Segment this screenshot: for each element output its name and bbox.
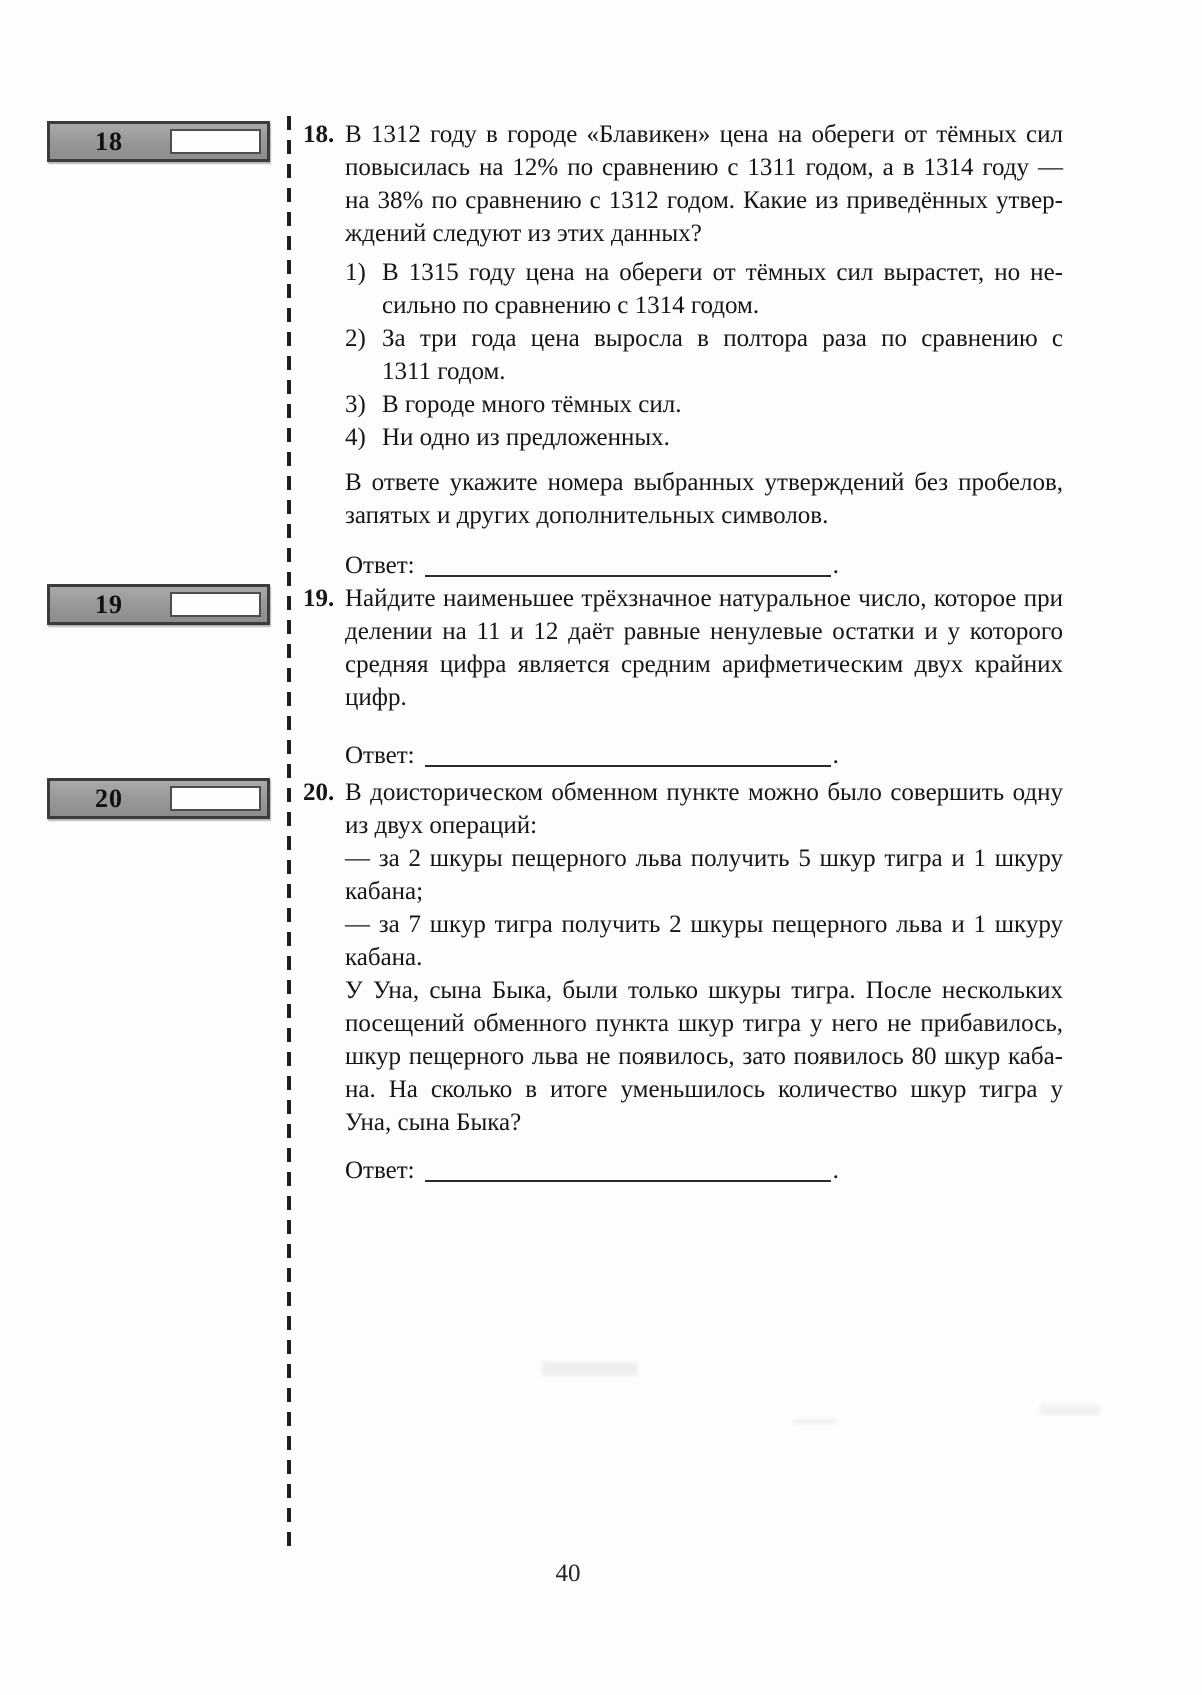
dashed-divider: [287, 116, 291, 1554]
problem-text-line: В 1312 году в городе «Блавикен» цена на обереги от тёмных сил: [345, 121, 1063, 148]
answer-row: [345, 548, 1063, 582]
answer-format-note: [345, 466, 1063, 532]
problem-text-line: цифр.: [345, 684, 407, 711]
margin-answer-box-18: [47, 121, 270, 162]
problem-text-line: В доисторическом обменном пункте можно было совершить одну: [345, 779, 1063, 806]
problem-text-line: делении на 11 и 12 даёт равные ненулевые остатки и у которого: [345, 618, 1063, 645]
choice-marker: 4): [345, 424, 366, 451]
problem-text-line: шкур пещерного льва не появилось, зато появилось 80 шкур каба-: [345, 1043, 1063, 1070]
choice-text-line: 1311 годом.: [382, 358, 506, 385]
choice-item-4: [345, 421, 1063, 454]
problem-19: [303, 582, 1063, 772]
note-text-line: В ответе укажите номера выбранных утверждений без пробелов,: [345, 469, 1063, 496]
page-number: 40: [555, 1560, 581, 1587]
problem-number: 18.: [303, 121, 335, 148]
margin-answer-box-19: [47, 584, 270, 625]
problem-text-line: У Уна, сына Быка, были только шкуры тигра. После нескольких: [345, 977, 1063, 1004]
answer-entry-field[interactable]: [170, 786, 261, 811]
margin-box-label: 18: [95, 126, 123, 156]
choice-text-line: сильно по сравнению с 1314 годом.: [382, 292, 760, 319]
choice-text-line: Ни одно из предложенных.: [382, 424, 670, 451]
choice-list: [345, 256, 1063, 454]
problem-text-line: средняя цифра является средним арифметическим двух крайних: [345, 651, 1063, 678]
problem-text-line: на 38% по сравнению с 1312 годом. Какие из приведённых утвер-: [345, 187, 1063, 214]
problem-text-line: — за 7 шкур тигра получить 2 шкуры пещерного льва и 1 шкуру: [345, 911, 1063, 938]
problem-text-line: на. На сколько в итоге уменьшилось количество шкур тигра у: [345, 1076, 1063, 1103]
problem-text-line: ждений следуют из этих данных?: [345, 220, 702, 247]
scan-artifact: [1040, 1405, 1100, 1415]
answer-line[interactable]: [425, 1156, 831, 1182]
problem-18: [303, 118, 1063, 582]
margin-answer-box-20: [47, 778, 270, 819]
margin-box-label: 19: [95, 589, 123, 619]
answer-period: .: [832, 552, 839, 579]
choice-item-2: [345, 322, 1063, 388]
problem-text-line: Уна, сына Быка?: [345, 1109, 522, 1136]
problem-20: [303, 776, 1063, 1187]
problem-text-line: повысилась на 12% по сравнению с 1311 годом, а в 1314 году —: [345, 154, 1063, 181]
choice-item-1: [345, 256, 1063, 322]
problem-text-line: — за 2 шкуры пещерного льва получить 5 шкур тигра и 1 шкуру: [345, 845, 1063, 872]
problem-number: 19.: [303, 585, 335, 612]
problem-number: 20.: [303, 779, 335, 806]
scan-artifact: [542, 1362, 638, 1376]
choice-text-line: За три года цена выросла в полтора раза по сравнению с: [382, 325, 1063, 352]
choice-text-line: В 1315 году цена на обереги от тёмных сил вырастет, но не-: [382, 259, 1063, 286]
scan-artifact: [793, 1419, 835, 1424]
choice-marker: 2): [345, 325, 366, 352]
margin-box-label: 20: [95, 783, 123, 813]
answer-period: .: [832, 1157, 839, 1184]
problem-text-line: кабана;: [345, 878, 424, 905]
problem-text-line: кабана.: [345, 944, 423, 971]
answer-row: [345, 738, 1063, 772]
answer-label: Ответ:: [345, 1157, 415, 1184]
choice-marker: 1): [345, 259, 366, 286]
choice-marker: 3): [345, 391, 366, 418]
problem-text-line: посещений обменного пункта шкур тигра у него не прибавилось,: [345, 1010, 1063, 1037]
problem-text-line: из двух операций:: [345, 812, 538, 839]
answer-entry-field[interactable]: [170, 129, 261, 154]
answer-entry-field[interactable]: [170, 592, 261, 617]
choice-item-3: [345, 388, 1063, 421]
answer-line[interactable]: [425, 741, 831, 767]
note-text-line: запятых и других дополнительных символов.: [345, 502, 829, 529]
choice-text-line: В городе много тёмных сил.: [382, 391, 682, 418]
answer-label: Ответ:: [345, 742, 415, 769]
answer-line[interactable]: [425, 551, 831, 577]
problem-text-line: Найдите наименьшее трёхзначное натуральное число, которое при: [345, 585, 1063, 612]
answer-period: .: [832, 742, 839, 769]
answer-label: Ответ:: [345, 552, 415, 579]
answer-row: [345, 1153, 1063, 1187]
